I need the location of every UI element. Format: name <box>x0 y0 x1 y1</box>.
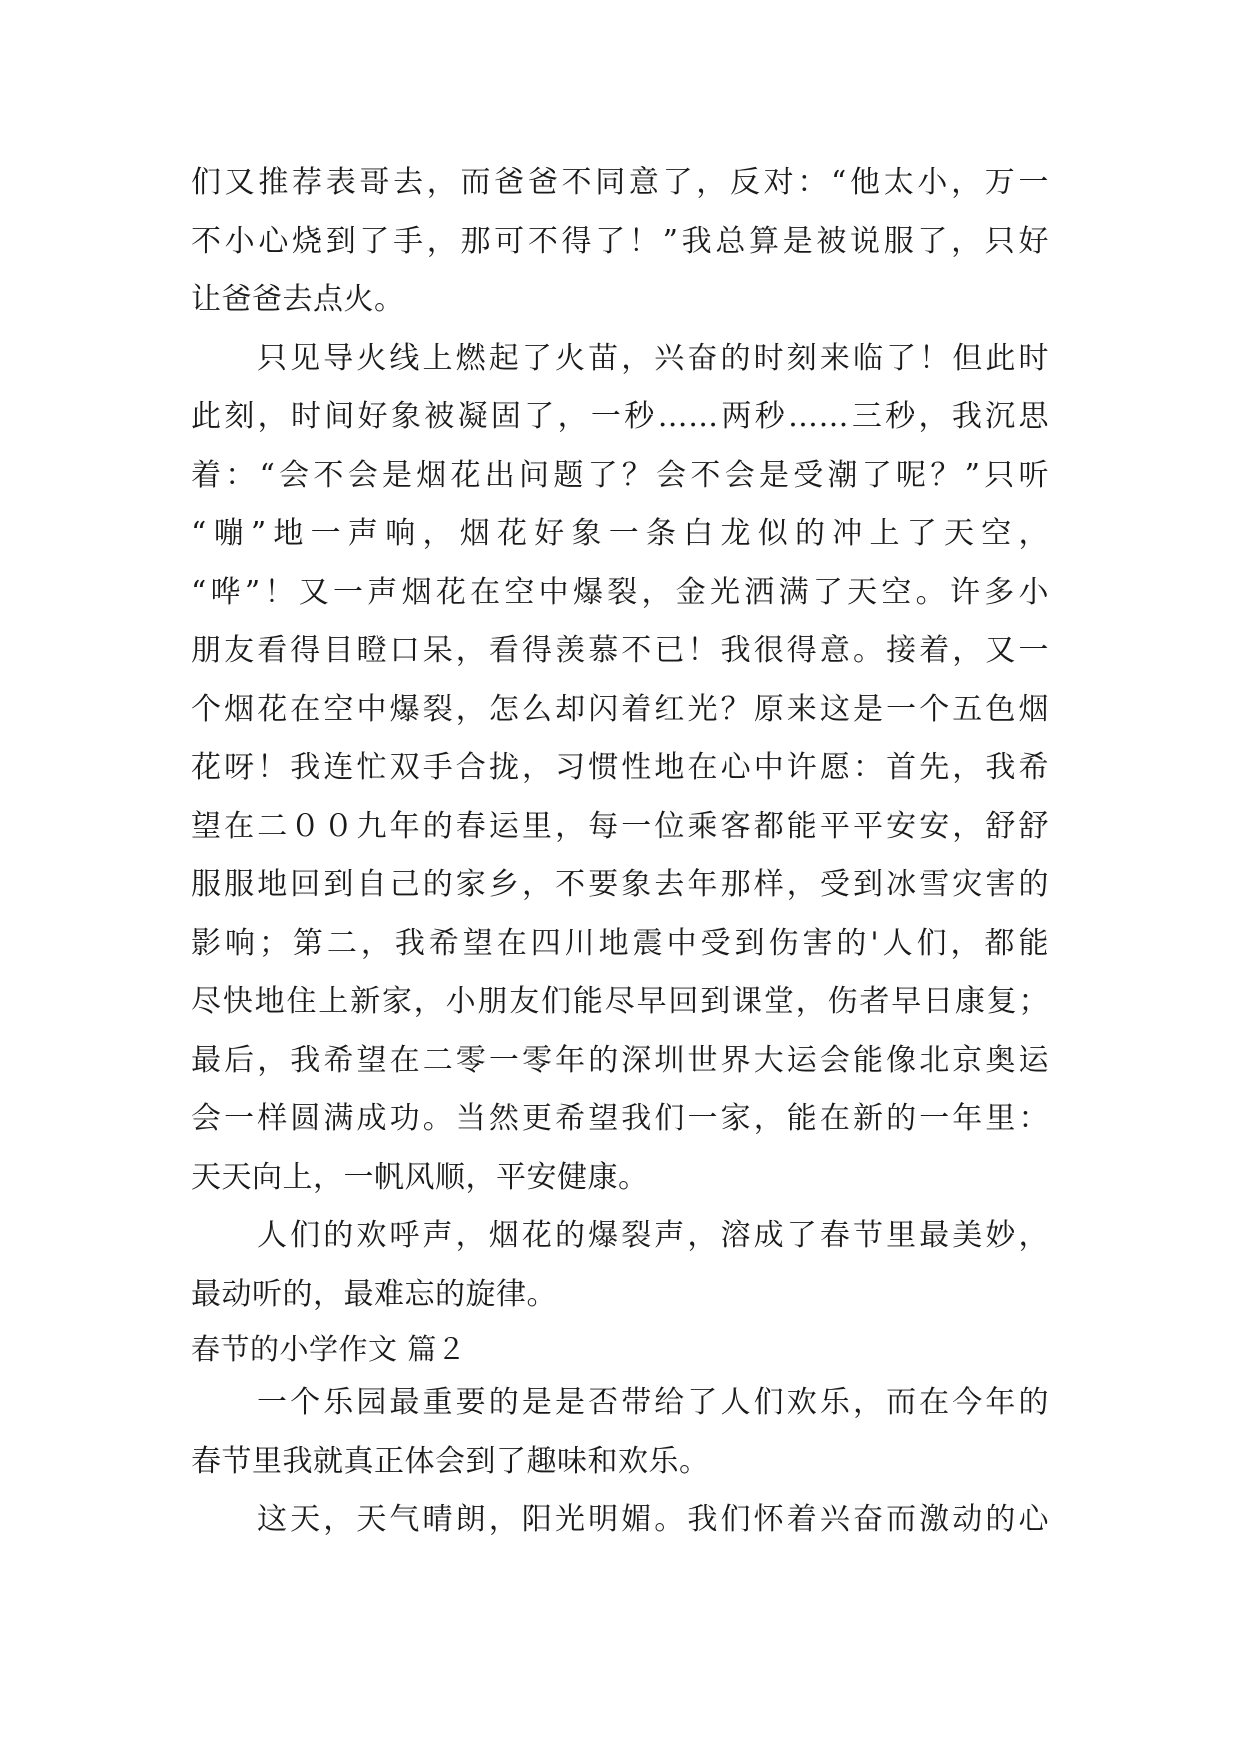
text-line: 影响；第二，我希望在四川地震中受到伤害的'人们，都能 <box>191 925 1049 961</box>
text-line: 们又推荐表哥去，而爸爸不同意了，反对：“他太小，万一 <box>191 165 1049 200</box>
paragraph-1 <box>191 154 1049 330</box>
text-line: 最后，我希望在二零一零年的深圳世界大运会能像北京奥运 <box>191 1042 1049 1078</box>
text-line: “哗”！又一声烟花在空中爆裂，金光洒满了天空。许多小 <box>191 574 1049 610</box>
paragraph-3 <box>191 1207 1049 1324</box>
text-line: 只见导火线上燃起了火苗，兴奋的时刻来临了！但此时 <box>257 340 1049 376</box>
text-line: 这天，天气晴朗，阳光明媚。我们怀着兴奋而激动的心 <box>257 1502 1049 1537</box>
text-line: 人们的欢呼声，烟花的爆裂声，溶成了春节里最美妙， <box>257 1218 1049 1253</box>
text-line: 不小心烧到了手，那可不得了！”我总算是被说服了，只好 <box>191 223 1049 259</box>
section-paragraph-2 <box>191 1491 1049 1550</box>
text-line: 让爸爸去点火。 <box>191 282 405 317</box>
text-line: 此刻，时间好象被凝固了，一秒……两秒……三秒，我沉思 <box>191 399 1049 434</box>
document-page <box>191 154 1049 1550</box>
section-title: 春节的小学作文 篇２ <box>191 1332 467 1366</box>
section-paragraph-1 <box>191 1374 1049 1491</box>
text-line: 朋友看得目瞪口呆，看得羡慕不已！我很得意。接着，又一 <box>191 633 1049 668</box>
text-line: 春节里我就真正体会到了趣味和欢乐。 <box>191 1443 710 1479</box>
text-line: 服服地回到自己的家乡，不要象去年那样，受到冰雪灾害的 <box>191 867 1049 902</box>
text-line: 尽快地住上新家，小朋友们能尽早回到课堂，伤者早日康复； <box>191 984 1049 1019</box>
text-line: 望在二００九年的春运里，每一位乘客都能平平安安，舒舒 <box>191 808 1049 844</box>
text-line: “嘣”地一声响，烟花好象一条白龙似的冲上了天空， <box>191 516 1049 551</box>
text-line: 最动听的，最难忘的旋律。 <box>191 1276 557 1312</box>
text-line: 一个乐园最重要的是是否带给了人们欢乐，而在今年的 <box>257 1385 1049 1420</box>
text-line: 天天向上，一帆风顺，平安健康。 <box>191 1159 649 1195</box>
text-line: 个烟花在空中爆裂，怎么却闪着红光？原来这是一个五色烟 <box>191 691 1049 727</box>
text-line: 着：“会不会是烟花出问题了？会不会是受潮了呢？”只听 <box>191 457 1049 493</box>
paragraph-2 <box>191 330 1049 1208</box>
text-line: 会一样圆满成功。当然更希望我们一家，能在新的一年里： <box>191 1101 1049 1136</box>
text-line: 花呀！我连忙双手合拢，习惯性地在心中许愿：首先，我希 <box>191 750 1049 785</box>
